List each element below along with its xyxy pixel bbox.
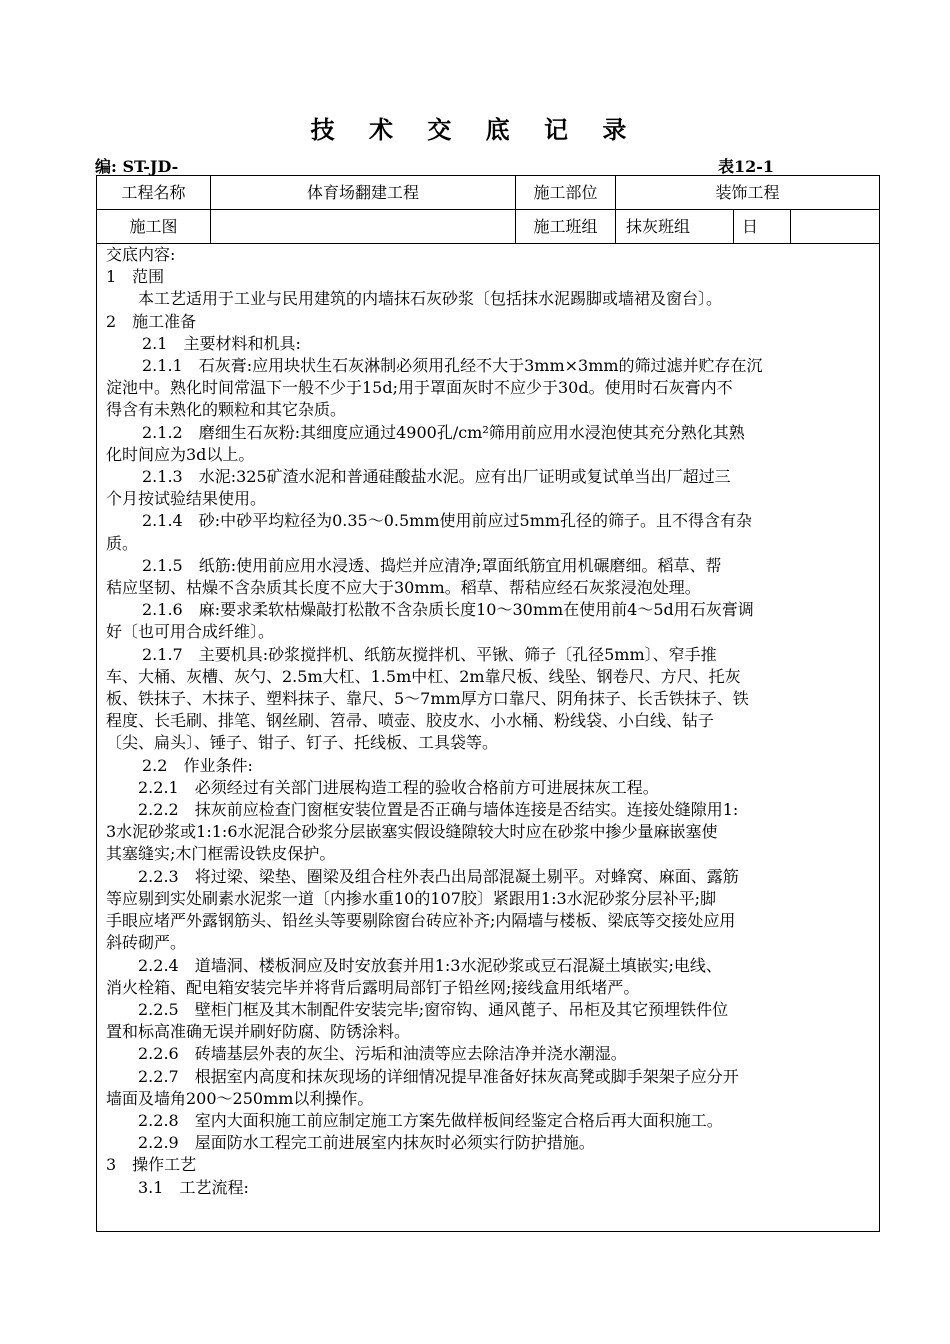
content-line: 3水泥砂浆或1:1:6水泥混合砂浆分层嵌塞实假设缝隙较大时应在砂浆中掺少量麻嵌塞使 [106, 822, 718, 842]
content-line: 车、大桶、灰槽、灰勺、2.5m大杠、1.5m中杠、2m靠尺板、线坠、钢卷尺、方尺、托灰 [106, 666, 741, 686]
content-line: 2.1.3 水泥:325矿渣水泥和普通硅酸盐水泥。应有出厂证明或复试单当出厂超过三 [142, 467, 731, 487]
day-label: 日 [742, 217, 759, 236]
drawing-value [211, 210, 515, 244]
disclosure-content [106, 244, 876, 1199]
content-line: 2 施工准备 [106, 311, 197, 331]
content-line: 2.2.7 根据室内高度和抹灰现场的详细情况提早准备好抹灰高凳或脚手架架子应分开 [138, 1066, 739, 1086]
content-line: 2.1.7 主要机具:砂浆搅拌机、纸筋灰搅拌机、平锹、筛子〔孔径5mm〕、窄手推 [142, 644, 717, 664]
content-line: 本工艺适用于工业与民用建筑的内墙抹石灰砂浆〔包括抹水泥踢脚或墙裙及窗台〕。 [138, 289, 723, 309]
content-line: 淀池中。熟化时间常温下一般不少于15d;用于罩面灰时不应少于30d。使用时石灰膏内不 [106, 378, 733, 398]
project-name-label: 工程名称 [121, 183, 186, 202]
content-line: 程度、长毛刷、排笔、钢丝刷、笤帚、喷壶、胶皮水、小水桶、粉线袋、小白线、钻子 [106, 711, 715, 731]
content-line: 2.2.2 抹灰前应检查门窗框安装位置是否正确与墙体连接是否结实。连接处缝隙用1: [138, 800, 739, 820]
construction-part-label: 施工部位 [533, 183, 598, 202]
content-line: 得含有未熟化的颗粒和其它杂质。 [106, 400, 347, 420]
content-line: 斜砖砌严。 [106, 933, 187, 953]
content-line: 2.2.6 砖墙基层外表的灰尘、污垢和油渍等应去除洁净并浇水潮湿。 [138, 1044, 627, 1064]
content-line: 2.1.2 磨细生石灰粉:其细度应通过4900孔/cm²筛用前应用水浸泡使其充分熟化其熟 [142, 422, 745, 442]
content-line: 3.1 工艺流程: [138, 1177, 249, 1197]
content-line: 墙面及墙角200～250mm以利操作。 [106, 1088, 374, 1108]
content-line: 置和标高准确无误并刷好防腐、防锈涂料。 [106, 1022, 411, 1042]
content-line: 2.1.6 麻:要求柔软枯燥敲打松散不含杂质长度10～30mm在使用前4～5d用石灰膏调 [142, 600, 754, 620]
content-line: 2.1.5 纸筋:使用前应用水浸透、捣烂并应清净;罩面纸筋宜用机碾磨细。稻草、帮 [142, 555, 722, 575]
content-line: 2.1 主要材料和机具: [142, 333, 301, 353]
column-divider [733, 210, 734, 243]
team-label: 施工班组 [533, 217, 598, 236]
content-line: 化时间应为3d以上。 [106, 444, 255, 464]
content-line: 〔尖、扁头〕、锤子、钳子、钉子、托线板、工具袋等。 [106, 733, 499, 753]
content-line: 2.1.1 石灰膏:应用块状生石灰淋制必须用孔经不大于3mm×3mm的筛过滤并贮存在沉 [142, 356, 763, 376]
content-line: 2.2 作业条件: [142, 755, 253, 775]
content-line: 板、铁抹子、木抹子、塑料抹子、靠尺、5～7mm厚方口靠尺、阴角抹子、长舌铁抹子、铁 [106, 689, 749, 709]
content-line: 2.2.5 壁柜门框及其木制配件安装完毕;窗帘钩、通风蓖子、吊柜及其它预埋铁件位 [138, 999, 729, 1019]
content-line: 等应剔到实处刷素水泥浆一道〔内掺水重10的107胶〕紧跟用1:3水泥砂浆分层补平;脚 [106, 888, 717, 908]
construction-part-value: 装饰工程 [715, 183, 780, 202]
team-value: 抹灰班组 [626, 217, 691, 236]
content-line: 其塞缝实;木门框需设铁皮保护。 [106, 844, 336, 864]
project-name-value: 体育场翻建工程 [306, 183, 419, 202]
content-line: 2.2.3 将过梁、梁垫、圈梁及组合柱外表凸出局部混凝土剔平。对蜂窝、麻面、露筋 [138, 866, 739, 886]
document-code: 编: ST-JD- [95, 157, 179, 176]
content-line: 2.2.1 必须经过有关部门进展构造工程的验收合格前方可进展抹灰工程。 [138, 777, 659, 797]
drawing-label: 施工图 [129, 217, 178, 236]
document-title: 技 术 交 底 记 录 [310, 115, 640, 144]
content-line: 手眼应堵严外露钢筋头、铅丝头等要剔除窗台砖应补齐;内隔墙与楼板、梁底等交接处应用 [106, 911, 736, 931]
content-line: 2.2.4 道墙洞、楼板洞应及时安放套并用1:3水泥砂浆或豆石混凝土填嵌实;电线、 [138, 955, 722, 975]
content-line: 个月按试验结果使用。 [106, 489, 267, 509]
content-line: 3 操作工艺 [106, 1155, 197, 1175]
table-number: 表12-1 [718, 157, 775, 176]
content-line: 消火栓箱、配电箱安装完毕并将背后露明局部钉子铅丝网;接线盒用纸堵严。 [106, 977, 640, 997]
content-line: 2.2.8 室内大面积施工前应制定施工方案先做样板间经鉴定合格后再大面积施工。 [138, 1110, 723, 1130]
content-line: 好〔也可用合成纤维〕。 [106, 622, 275, 642]
content-line: 2.2.9 屋面防水工程完工前进展室内抹灰时必须实行防护措施。 [138, 1133, 595, 1153]
content-line: 秸应坚韧、枯燥不含杂质其长度不应大于30mm。稻草、帮秸应经石灰浆浸泡处理。 [106, 578, 701, 598]
content-line: 质。 [106, 533, 139, 553]
day-value [791, 210, 879, 244]
content-line: 2.1.4 砂:中砂平均粒径为0.35～0.5mm使用前应过5mm孔径的筛子。且不得含有杂 [142, 511, 753, 531]
content-line: 交底内容: [106, 245, 176, 264]
content-line: 1 范围 [106, 267, 165, 287]
